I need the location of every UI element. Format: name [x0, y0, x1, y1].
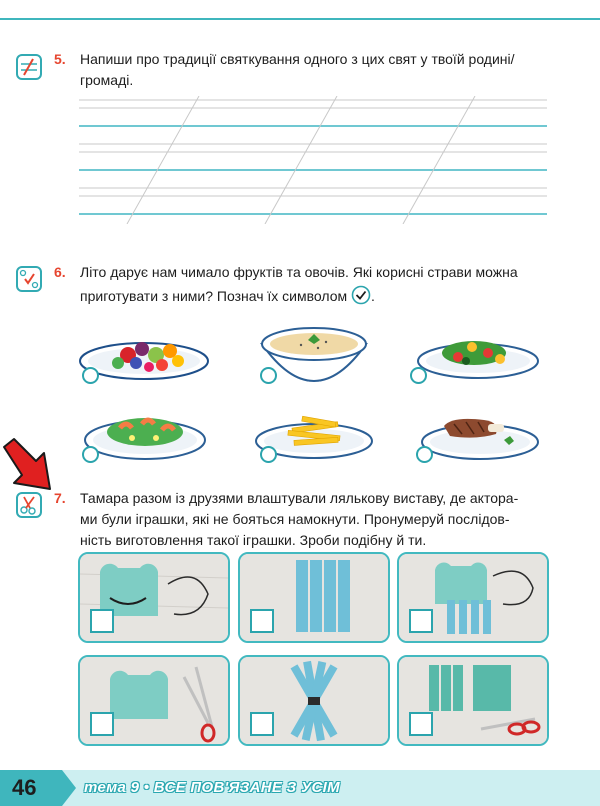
check-task-icon — [16, 266, 42, 292]
step-photo-bundled-sponge-legs — [238, 655, 390, 746]
step-number-box-6[interactable] — [409, 712, 433, 736]
scissors-task-icon — [16, 492, 42, 518]
shrimp-salad-icon — [82, 402, 208, 464]
writing-task-icon — [16, 54, 42, 80]
grilled-steak-icon — [418, 404, 542, 462]
top-border — [0, 0, 600, 20]
theme-separator: • — [143, 779, 150, 796]
step-number-box-3[interactable] — [409, 609, 433, 633]
answer-circle-grilled-steak[interactable] — [416, 446, 433, 463]
writing-lines[interactable] — [79, 96, 547, 224]
task-5-text-line-2: громаді. — [80, 72, 134, 88]
task-7-text-line-1: Тамара разом із друзями влаштували лялькову виставу, де актора- — [80, 490, 519, 506]
step-number-box-5[interactable] — [250, 712, 274, 736]
answer-circle-shrimp-salad[interactable] — [82, 446, 99, 463]
task-6-text-line-2-end: . — [371, 288, 375, 304]
task-7-text-line-3: ність виготовлення такої іграшки. Зроби подібну й ти. — [80, 532, 427, 548]
theme-prefix: тема 9 — [84, 779, 140, 796]
pointer-arrow-icon — [0, 437, 58, 493]
answer-circle-french-fries[interactable] — [260, 446, 277, 463]
vegetable-salad-icon — [414, 327, 542, 381]
task-6-number: 6. — [54, 264, 66, 280]
answer-circle-cream-soup[interactable] — [260, 367, 277, 384]
step-photo-frog-puppet-with-legs — [397, 552, 549, 643]
step-photo-frog-head-and-scissors — [78, 655, 230, 746]
step-photo-sponge-pieces-and-scissors — [397, 655, 549, 746]
step-photo-sponge-strips — [238, 552, 390, 643]
task-6-text-line-1: Літо дарує нам чимало фруктів та овочів. Які корисні страви можна — [80, 264, 518, 280]
task-6-text-line-2 — [80, 285, 375, 307]
page-number: 46 — [12, 775, 37, 800]
page-footer — [0, 770, 600, 806]
task-7-number: 7. — [54, 490, 66, 506]
task-6-text-line-2-body: приготувати з ними? Познач їх символом — [80, 288, 348, 304]
task-7-text-line-2: ми були іграшки, які не бояться намокнути. Пронумеруй послідов- — [80, 511, 510, 527]
page-number-box — [0, 770, 62, 806]
theme-title — [84, 779, 340, 796]
task-5-number: 5. — [54, 51, 66, 67]
step-number-box-2[interactable] — [250, 609, 274, 633]
step-photo-frog-sponge-with-thread — [78, 552, 230, 643]
theme-title-text: ВСЕ ПОВ'ЯЗАНЕ З УСІМ — [153, 779, 340, 796]
checkmark-symbol-icon — [351, 285, 371, 305]
theme-band-arrow — [62, 770, 76, 806]
step-number-box-1[interactable] — [90, 609, 114, 633]
answer-circle-fruit-salad[interactable] — [82, 367, 99, 384]
step-number-box-4[interactable] — [90, 712, 114, 736]
answer-circle-vegetable-salad[interactable] — [410, 367, 427, 384]
task-5-text-line-1: Напиши про традиції святкування одного з цих свят у твоїй родині/ — [80, 51, 515, 67]
